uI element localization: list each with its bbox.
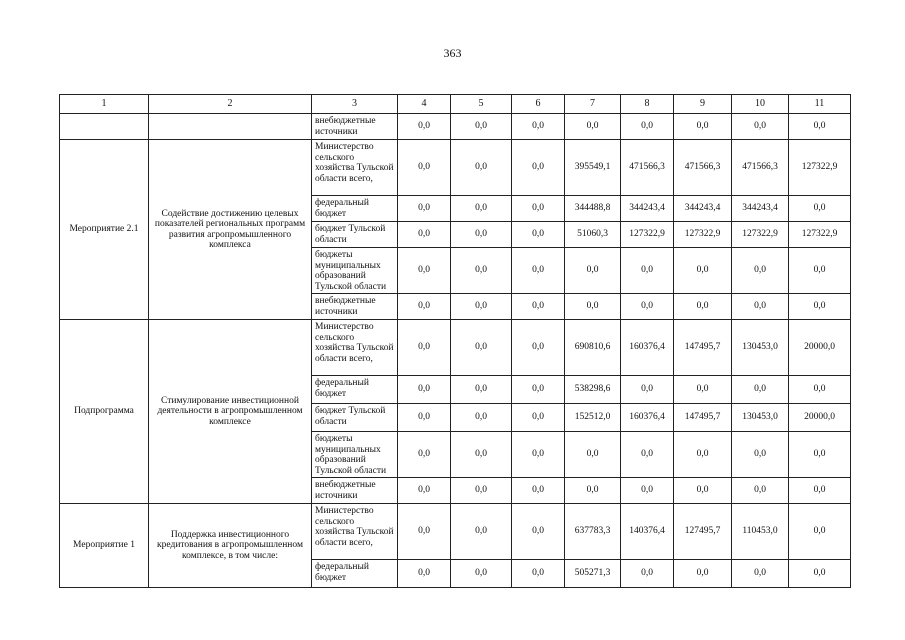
value-cell: 690810,6 [565, 320, 621, 376]
value-cell: 127322,9 [732, 222, 789, 248]
funding-source-cell: Министерство сельского хозяйства Тульской области всего, [312, 140, 398, 196]
value-cell: 0,0 [398, 404, 451, 432]
value-cell: 0,0 [674, 294, 732, 320]
value-cell: 0,0 [512, 222, 565, 248]
value-cell: 0,0 [451, 320, 512, 376]
value-cell: 0,0 [565, 478, 621, 504]
funding-source-cell: федеральный бюджет [312, 196, 398, 222]
table-row [60, 140, 851, 196]
value-cell: 344243,4 [732, 196, 789, 222]
funding-source-cell: Министерство сельского хозяйства Тульской области всего, [312, 504, 398, 560]
value-cell: 0,0 [398, 140, 451, 196]
value-cell: 127322,9 [621, 222, 674, 248]
value-cell: 0,0 [732, 248, 789, 294]
value-cell: 0,0 [674, 114, 732, 140]
value-cell: 130453,0 [732, 320, 789, 376]
value-cell: 152512,0 [565, 404, 621, 432]
measure-name-cell: Поддержка инвестиционного кредитования в агропромышленном комплексе, в том числе: [149, 504, 312, 588]
value-cell: 0,0 [565, 432, 621, 478]
value-cell: 0,0 [621, 376, 674, 404]
value-cell: 0,0 [451, 404, 512, 432]
value-cell: 0,0 [398, 222, 451, 248]
value-cell: 0,0 [512, 404, 565, 432]
value-cell: 130453,0 [732, 404, 789, 432]
value-cell: 0,0 [674, 560, 732, 588]
value-cell: 0,0 [789, 376, 851, 404]
value-cell: 127322,9 [674, 222, 732, 248]
value-cell: 0,0 [512, 140, 565, 196]
value-cell: 0,0 [789, 504, 851, 560]
value-cell: 0,0 [451, 114, 512, 140]
value-cell: 0,0 [398, 376, 451, 404]
page-number: 363 [443, 46, 462, 60]
value-cell: 127322,9 [789, 222, 851, 248]
header-cell: 9 [674, 95, 732, 114]
event-cell: Подпрограмма [60, 320, 149, 504]
value-cell: 127322,9 [789, 140, 851, 196]
value-cell: 0,0 [512, 320, 565, 376]
value-cell: 471566,3 [621, 140, 674, 196]
value-cell: 140376,4 [621, 504, 674, 560]
value-cell: 538298,6 [565, 376, 621, 404]
value-cell: 0,0 [451, 432, 512, 478]
header-cell: 4 [398, 95, 451, 114]
event-cell: Мероприятие 1 [60, 504, 149, 588]
value-cell: 0,0 [732, 376, 789, 404]
header-cell: 1 [60, 95, 149, 114]
value-cell: 344243,4 [621, 196, 674, 222]
value-cell: 0,0 [789, 560, 851, 588]
value-cell: 637783,3 [565, 504, 621, 560]
value-cell: 0,0 [565, 294, 621, 320]
value-cell: 0,0 [512, 294, 565, 320]
value-cell: 110453,0 [732, 504, 789, 560]
value-cell: 471566,3 [732, 140, 789, 196]
value-cell: 0,0 [512, 114, 565, 140]
budget-table [59, 94, 851, 588]
value-cell: 0,0 [732, 560, 789, 588]
value-cell: 0,0 [451, 376, 512, 404]
header-cell: 2 [149, 95, 312, 114]
value-cell: 0,0 [674, 376, 732, 404]
value-cell: 0,0 [512, 196, 565, 222]
value-cell: 0,0 [789, 432, 851, 478]
value-cell: 0,0 [451, 560, 512, 588]
funding-source-cell: бюджеты муниципальных образований Тульской области [312, 248, 398, 294]
value-cell: 0,0 [451, 478, 512, 504]
table-row [60, 114, 851, 140]
value-cell: 0,0 [621, 114, 674, 140]
value-cell: 127495,7 [674, 504, 732, 560]
value-cell: 0,0 [732, 294, 789, 320]
value-cell: 0,0 [674, 432, 732, 478]
value-cell: 0,0 [674, 248, 732, 294]
measure-name-cell: Стимулирование инвестиционной деятельности в агропромышленном комплексе [149, 320, 312, 504]
value-cell: 0,0 [789, 114, 851, 140]
value-cell: 0,0 [398, 560, 451, 588]
header-cell: 6 [512, 95, 565, 114]
value-cell: 0,0 [512, 560, 565, 588]
value-cell: 0,0 [512, 376, 565, 404]
value-cell: 344488,8 [565, 196, 621, 222]
measure-name-cell: Содействие достижению целевых показателей региональных программ развития агропромышленного комплекса [149, 140, 312, 320]
value-cell: 0,0 [512, 432, 565, 478]
value-cell: 0,0 [732, 114, 789, 140]
value-cell: 160376,4 [621, 404, 674, 432]
value-cell: 0,0 [512, 248, 565, 294]
value-cell: 147495,7 [674, 320, 732, 376]
value-cell: 0,0 [398, 432, 451, 478]
header-cell: 11 [789, 95, 851, 114]
value-cell: 0,0 [451, 248, 512, 294]
value-cell: 505271,3 [565, 560, 621, 588]
value-cell: 0,0 [512, 478, 565, 504]
header-cell: 10 [732, 95, 789, 114]
value-cell: 0,0 [398, 320, 451, 376]
measure-name-cell [149, 114, 312, 140]
value-cell: 51060,3 [565, 222, 621, 248]
funding-source-cell: внебюджетные источники [312, 294, 398, 320]
header-row [60, 95, 851, 114]
value-cell: 0,0 [565, 114, 621, 140]
funding-source-cell: внебюджетные источники [312, 478, 398, 504]
value-cell: 160376,4 [621, 320, 674, 376]
value-cell: 0,0 [451, 504, 512, 560]
value-cell: 0,0 [398, 114, 451, 140]
value-cell: 471566,3 [674, 140, 732, 196]
header-cell: 5 [451, 95, 512, 114]
value-cell: 0,0 [674, 478, 732, 504]
header-cell: 3 [312, 95, 398, 114]
funding-source-cell: внебюджетные источники [312, 114, 398, 140]
event-cell: Мероприятие 2.1 [60, 140, 149, 320]
value-cell: 0,0 [789, 294, 851, 320]
value-cell: 0,0 [398, 196, 451, 222]
value-cell: 20000,0 [789, 320, 851, 376]
funding-source-cell: федеральный бюджет [312, 560, 398, 588]
funding-source-cell: федеральный бюджет [312, 376, 398, 404]
value-cell: 0,0 [565, 248, 621, 294]
value-cell: 0,0 [732, 432, 789, 478]
funding-source-cell: бюджеты муниципальных образований Тульской области [312, 432, 398, 478]
value-cell: 0,0 [512, 504, 565, 560]
value-cell: 0,0 [451, 294, 512, 320]
header-cell: 8 [621, 95, 674, 114]
event-cell [60, 114, 149, 140]
value-cell: 0,0 [621, 432, 674, 478]
value-cell: 0,0 [451, 140, 512, 196]
value-cell: 0,0 [398, 294, 451, 320]
value-cell: 20000,0 [789, 404, 851, 432]
header-cell: 7 [565, 95, 621, 114]
value-cell: 0,0 [789, 248, 851, 294]
funding-source-cell: бюджет Тульской области [312, 404, 398, 432]
value-cell: 0,0 [398, 248, 451, 294]
funding-source-cell: Министерство сельского хозяйства Тульской области всего, [312, 320, 398, 376]
value-cell: 0,0 [451, 196, 512, 222]
value-cell: 0,0 [621, 294, 674, 320]
value-cell: 0,0 [732, 478, 789, 504]
value-cell: 344243,4 [674, 196, 732, 222]
value-cell: 0,0 [398, 504, 451, 560]
value-cell: 0,0 [621, 478, 674, 504]
value-cell: 395549,1 [565, 140, 621, 196]
value-cell: 0,0 [398, 478, 451, 504]
value-cell: 0,0 [621, 248, 674, 294]
value-cell: 147495,7 [674, 404, 732, 432]
value-cell: 0,0 [789, 196, 851, 222]
table-row [60, 504, 851, 560]
value-cell: 0,0 [621, 560, 674, 588]
value-cell: 0,0 [789, 478, 851, 504]
value-cell: 0,0 [451, 222, 512, 248]
table-row [60, 320, 851, 376]
funding-source-cell: бюджет Тульской области [312, 222, 398, 248]
